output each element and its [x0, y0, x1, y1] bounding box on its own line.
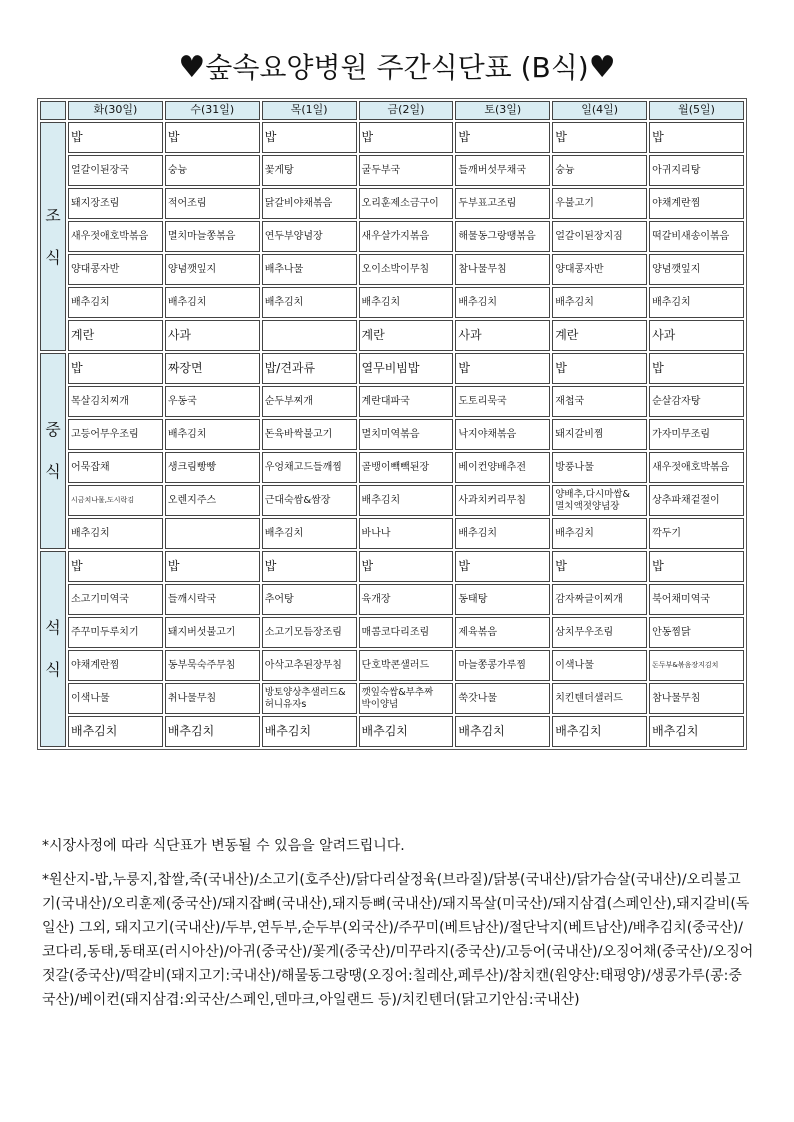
menu-row — [40, 254, 744, 285]
menu-cell: 배추김치 — [552, 518, 647, 549]
menu-cell: 연두부양념장 — [262, 221, 357, 252]
menu-cell: 닭갈비야채볶음 — [262, 188, 357, 219]
menu-cell: 동태탕 — [455, 584, 550, 615]
menu-cell: 돼지갈비찜 — [552, 419, 647, 450]
menu-cell: 밥 — [262, 122, 357, 153]
menu-cell: 아귀지리탕 — [649, 155, 744, 186]
menu-cell: 오이소박이무침 — [359, 254, 454, 285]
menu-cell: 방풍나물 — [552, 452, 647, 483]
menu-cell: 밥 — [455, 551, 550, 582]
menu-cell: 배추김치 — [359, 485, 454, 516]
menu-cell: 배추김치 — [68, 287, 163, 318]
menu-cell: 배추김치 — [455, 716, 550, 747]
menu-cell: 밥 — [165, 551, 260, 582]
menu-cell: 열무비빔밥 — [359, 353, 454, 384]
menu-cell: 취나물무침 — [165, 683, 260, 714]
heart-icon: ♥ — [178, 50, 206, 85]
menu-body — [40, 122, 744, 747]
menu-cell: 계란 — [552, 320, 647, 351]
menu-cell: 재첩국 — [552, 386, 647, 417]
menu-cell: 들깨버섯무채국 — [455, 155, 550, 186]
menu-cell: 밥 — [552, 353, 647, 384]
menu-cell: 밥 — [649, 353, 744, 384]
menu-cell: 사과 — [649, 320, 744, 351]
menu-row — [40, 188, 744, 219]
menu-cell: 베이컨양배추전 — [455, 452, 550, 483]
origin-notice: *원산지-밥,누룽지,찹쌀,죽(국내산)/소고기(호주산)/닭다리살정육(브라질)/닭봉(국내산)/닭가슴살(국내산)/오리불고기(국내산)/오리훈제(중국산)/돼지잡뼈(국내산),돼지등뼈(국내산)/돼지목살(미국산)/돼지삼겹(스페인산),돼지갈비(독일산) 그외, 돼지고기(국내산)/두부,연두부,순두부(외국산)/주꾸미(베트남산)/절단낙지(베트남산)/배추김치(중국산)/코다리,동태,동태포(러시아산)/아귀(중국산)/꽃게(중국산)/미꾸라지(중국산)/고등어(국내산)/오징어채(중국산)/오징어젓갈(중국산)/떡갈비(돼지고기:국내산)/해물동그랑땡(오징어:칠레산,페루산)/참치캔(원양산:태평양)/생콩가루(콩:중국산)/베이컨(돼지삼겹:외국산/스페인,덴마크,아일랜드 등)/치킨텐더(닭고기안심:국내산) — [42, 872, 754, 1008]
menu-cell: 제육볶음 — [455, 617, 550, 648]
menu-cell: 밥 — [262, 551, 357, 582]
meal-label: 조 식 — [40, 122, 66, 351]
menu-row — [40, 716, 744, 747]
day-header: 월(5일) — [649, 101, 744, 120]
menu-cell: 사과 — [165, 320, 260, 351]
menu-row — [40, 551, 744, 582]
menu-cell: 배추김치 — [649, 716, 744, 747]
day-header: 일(4일) — [552, 101, 647, 120]
menu-cell: 양념깻잎지 — [649, 254, 744, 285]
menu-cell: 밥 — [649, 122, 744, 153]
menu-cell: 배추김치 — [68, 716, 163, 747]
menu-row — [40, 485, 744, 516]
menu-cell: 깍두기 — [649, 518, 744, 549]
menu-cell: 양대콩자반 — [552, 254, 647, 285]
menu-row — [40, 155, 744, 186]
menu-cell: 가자미무조림 — [649, 419, 744, 450]
heart-icon: ♥ — [588, 50, 616, 85]
menu-row — [40, 353, 744, 384]
menu-cell: 두부표고조림 — [455, 188, 550, 219]
title-text: 숲속요양병원 주간식단표 (B식) — [205, 51, 589, 84]
menu-cell: 이색나물 — [552, 650, 647, 681]
menu-cell: 배추김치 — [455, 287, 550, 318]
menu-cell: 새우젓애호박볶음 — [649, 452, 744, 483]
menu-row — [40, 584, 744, 615]
menu-cell: 밥 — [359, 551, 454, 582]
menu-cell: 돼지장조림 — [68, 188, 163, 219]
menu-cell: 배추김치 — [165, 287, 260, 318]
menu-cell: 돈육바싹불고기 — [262, 419, 357, 450]
menu-cell: 배추김치 — [649, 287, 744, 318]
menu-cell: 배추김치 — [165, 419, 260, 450]
day-header: 화(30일) — [68, 101, 163, 120]
menu-cell: 배추김치 — [552, 287, 647, 318]
weekly-menu-table — [37, 98, 747, 750]
menu-cell: 배추김치 — [68, 518, 163, 549]
menu-cell: 돈두부&볶음장지김치 — [649, 650, 744, 681]
menu-cell: 북어채미역국 — [649, 584, 744, 615]
meal-label: 중 식 — [40, 353, 66, 549]
menu-cell: 배추김치 — [165, 716, 260, 747]
day-header: 금(2일) — [359, 101, 454, 120]
menu-cell: 치킨텐더샐러드 — [552, 683, 647, 714]
menu-cell: 굴두부국 — [359, 155, 454, 186]
menu-cell: 새우살가지볶음 — [359, 221, 454, 252]
menu-cell: 소고기모듬장조림 — [262, 617, 357, 648]
menu-row — [40, 320, 744, 351]
menu-cell: 낙지야채볶음 — [455, 419, 550, 450]
menu-cell: 해물동그랑땡볶음 — [455, 221, 550, 252]
menu-cell: 우불고기 — [552, 188, 647, 219]
menu-cell: 오렌지주스 — [165, 485, 260, 516]
menu-cell: 주꾸미두루치기 — [68, 617, 163, 648]
menu-cell: 야채계란찜 — [649, 188, 744, 219]
menu-cell: 바나나 — [359, 518, 454, 549]
menu-cell: 사과치커리무침 — [455, 485, 550, 516]
menu-cell: 밥 — [455, 122, 550, 153]
menu-cell: 밥 — [68, 122, 163, 153]
menu-cell: 얼갈이된장국 — [68, 155, 163, 186]
menu-cell: 돼지버섯불고기 — [165, 617, 260, 648]
day-header: 목(1일) — [262, 101, 357, 120]
menu-cell: 참나물무침 — [649, 683, 744, 714]
menu-cell: 배추김치 — [552, 716, 647, 747]
menu-cell: 순두부찌개 — [262, 386, 357, 417]
menu-cell — [165, 518, 260, 549]
menu-cell: 양배추,다시마쌈& 멸치액젓양념장 — [552, 485, 647, 516]
menu-cell: 깻잎숙쌈&부추짜 박이양념 — [359, 683, 454, 714]
menu-cell: 숭늉 — [165, 155, 260, 186]
menu-row — [40, 683, 744, 714]
menu-cell: 짜장면 — [165, 353, 260, 384]
menu-cell: 적어조림 — [165, 188, 260, 219]
menu-cell: 육개장 — [359, 584, 454, 615]
menu-cell: 사과 — [455, 320, 550, 351]
menu-cell: 상추파채겉절이 — [649, 485, 744, 516]
menu-cell: 배추김치 — [455, 518, 550, 549]
menu-cell: 골뱅이빽빽된장 — [359, 452, 454, 483]
menu-cell: 밥 — [359, 122, 454, 153]
menu-cell: 계란대파국 — [359, 386, 454, 417]
menu-cell: 추어탕 — [262, 584, 357, 615]
menu-cell: 우동국 — [165, 386, 260, 417]
menu-cell: 밥 — [68, 551, 163, 582]
menu-cell: 마늘쫑콩가루찜 — [455, 650, 550, 681]
menu-cell: 아삭고추된장무침 — [262, 650, 357, 681]
menu-cell: 야채계란찜 — [68, 650, 163, 681]
menu-cell: 밥 — [552, 551, 647, 582]
menu-cell: 밥 — [68, 353, 163, 384]
menu-cell: 배추김치 — [262, 518, 357, 549]
menu-cell: 배추나물 — [262, 254, 357, 285]
menu-cell: 단호박콘샐러드 — [359, 650, 454, 681]
menu-cell: 꽃게탕 — [262, 155, 357, 186]
menu-row — [40, 452, 744, 483]
menu-cell: 숭늉 — [552, 155, 647, 186]
menu-row — [40, 518, 744, 549]
menu-cell: 계란 — [359, 320, 454, 351]
menu-cell: 소고기미역국 — [68, 584, 163, 615]
menu-cell: 오리훈제소금구이 — [359, 188, 454, 219]
menu-cell: 들깨시락국 — [165, 584, 260, 615]
menu-row — [40, 287, 744, 318]
menu-cell: 밥 — [165, 122, 260, 153]
day-header: 수(31일) — [165, 101, 260, 120]
menu-cell: 안동찜닭 — [649, 617, 744, 648]
menu-cell: 배추김치 — [359, 287, 454, 318]
page-title — [0, 46, 794, 86]
menu-cell: 생크림빵빵 — [165, 452, 260, 483]
menu-cell: 목살김치찌개 — [68, 386, 163, 417]
menu-row — [40, 419, 744, 450]
menu-row — [40, 617, 744, 648]
menu-row — [40, 650, 744, 681]
menu-cell: 도토리묵국 — [455, 386, 550, 417]
menu-cell: 떡갈비새송이볶음 — [649, 221, 744, 252]
menu-cell: 방토양상추샐러드& 허니유자s — [262, 683, 357, 714]
meal-label: 석 식 — [40, 551, 66, 747]
menu-cell: 우엉채고드들깨찜 — [262, 452, 357, 483]
corner-cell — [40, 101, 66, 120]
menu-cell: 순살감자탕 — [649, 386, 744, 417]
menu-cell: 새우젓애호박볶음 — [68, 221, 163, 252]
menu-cell: 고등어무우조림 — [68, 419, 163, 450]
menu-cell: 동부묵숙주무침 — [165, 650, 260, 681]
menu-cell: 얼갈이된장지짐 — [552, 221, 647, 252]
menu-cell — [262, 320, 357, 351]
menu-cell: 시금치나물,도시락김 — [68, 485, 163, 516]
menu-cell: 이색나물 — [68, 683, 163, 714]
menu-cell: 근대숙쌈&쌈장 — [262, 485, 357, 516]
menu-cell: 밥 — [552, 122, 647, 153]
menu-cell: 참나물무침 — [455, 254, 550, 285]
menu-row — [40, 122, 744, 153]
menu-cell: 배추김치 — [359, 716, 454, 747]
menu-cell: 매콤코다리조림 — [359, 617, 454, 648]
menu-row — [40, 221, 744, 252]
menu-row — [40, 386, 744, 417]
menu-cell: 멸치마늘쫑볶음 — [165, 221, 260, 252]
menu-cell: 멸치미역볶음 — [359, 419, 454, 450]
menu-cell: 밥 — [649, 551, 744, 582]
menu-cell: 배추김치 — [262, 287, 357, 318]
change-notice: *시장사정에 따라 식단표가 변동될 수 있음을 알려드립니다. — [42, 838, 405, 854]
menu-cell: 양념깻잎지 — [165, 254, 260, 285]
header-row — [40, 101, 744, 120]
menu-cell: 양대콩자반 — [68, 254, 163, 285]
menu-cell: 밥/견과류 — [262, 353, 357, 384]
menu-cell: 어묵잡채 — [68, 452, 163, 483]
menu-cell: 삼치무우조림 — [552, 617, 647, 648]
notes — [42, 834, 754, 1022]
day-header: 토(3일) — [455, 101, 550, 120]
menu-cell: 감자짜글이찌개 — [552, 584, 647, 615]
menu-cell: 밥 — [455, 353, 550, 384]
menu-cell: 쑥갓나물 — [455, 683, 550, 714]
menu-cell: 계란 — [68, 320, 163, 351]
menu-cell: 배추김치 — [262, 716, 357, 747]
